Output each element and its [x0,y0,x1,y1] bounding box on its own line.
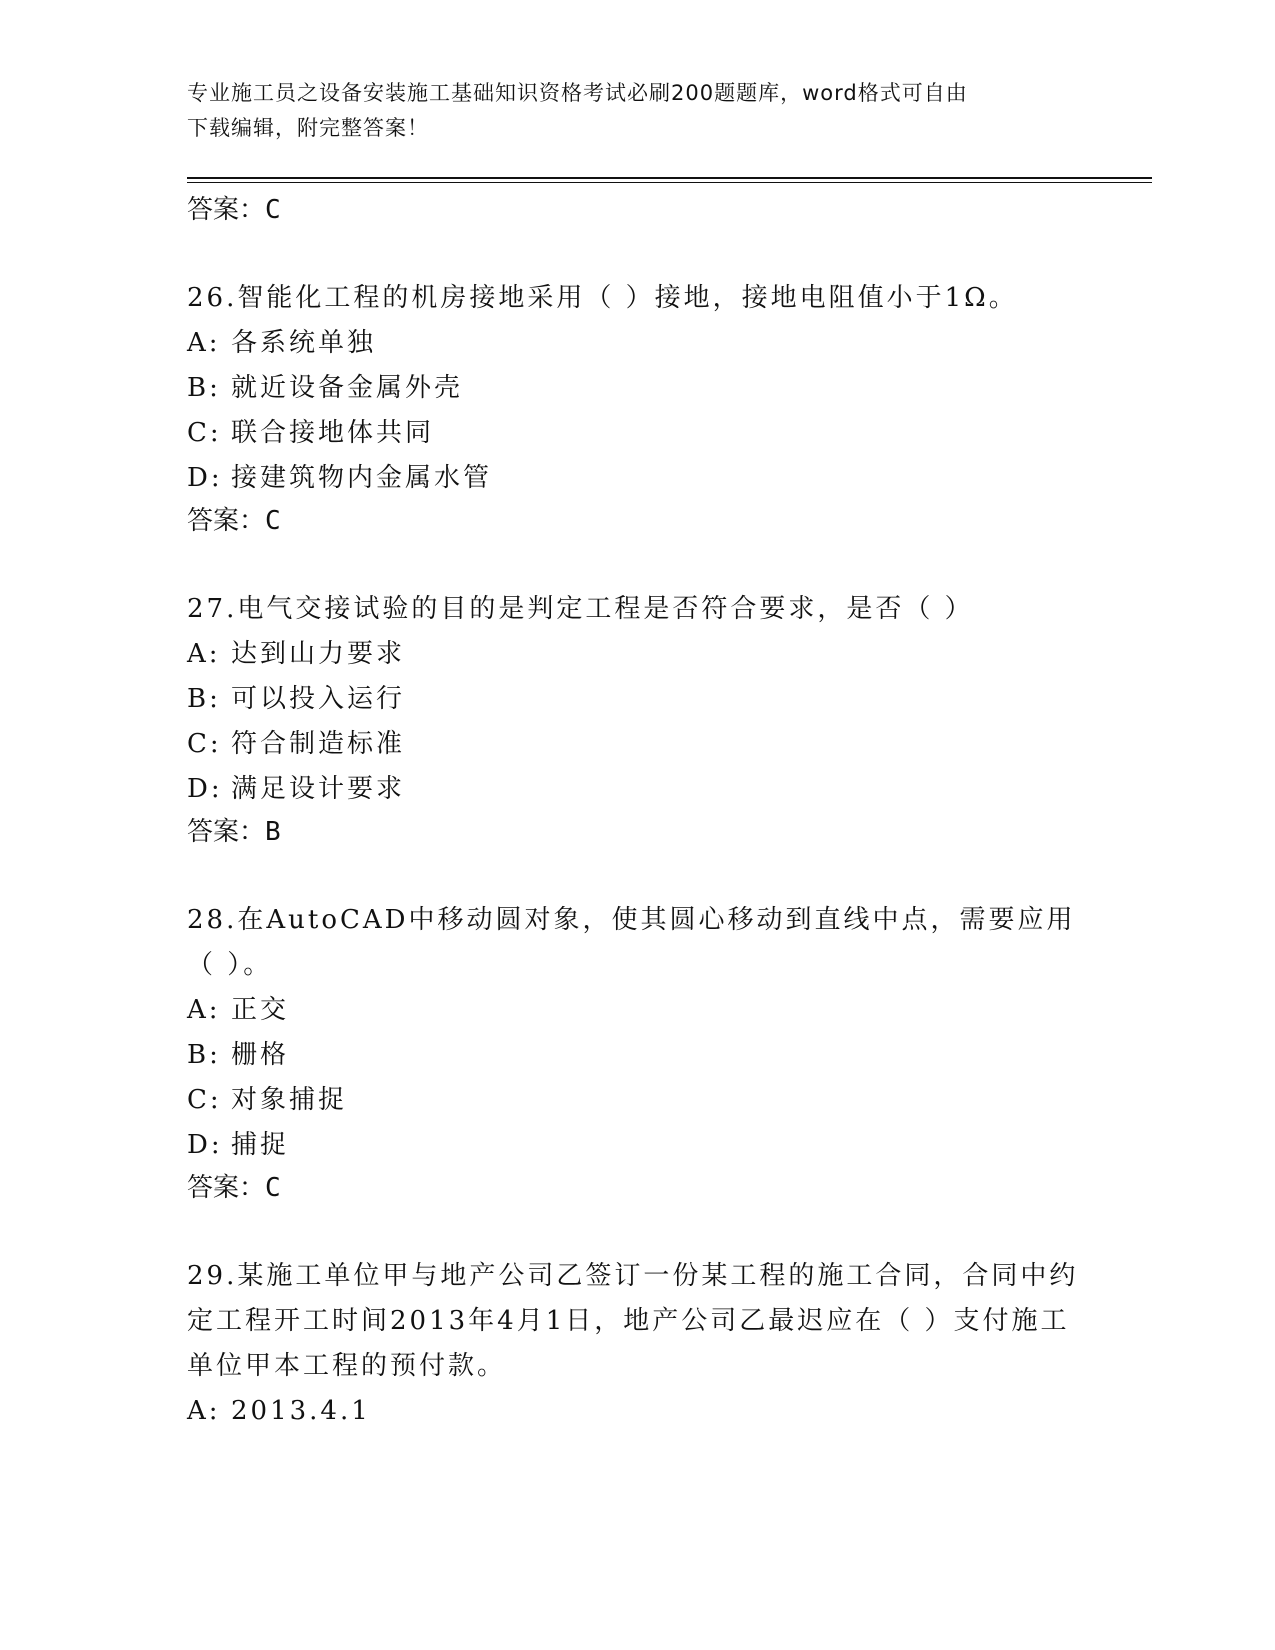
question-stem: 27.电气交接试验的目的是判定工程是否符合要求，是否（ ） [187,594,974,624]
option-text: 满足设计要求 [231,774,406,804]
option-text: 栅格 [231,1040,290,1070]
answer-label: 答案： [187,506,266,536]
question-stem: 26.智能化工程的机房接地采用（ ）接地，接地电阻值小于1Ω。 [187,283,1018,313]
option-letter: A: [187,1396,221,1426]
option-text: 正交 [231,995,290,1025]
option-text: 联合接地体共同 [231,418,435,448]
answer-line [187,190,1087,230]
question-stem: 28.在AutoCAD中移动圆对象，使其圆心移动到直线中点，需要应用（ ）。 [187,905,1076,980]
option-d [187,767,1087,812]
option-a [187,321,1087,366]
option-c [187,1078,1087,1123]
answer-label: 答案： [187,195,266,225]
option-letter: B: [187,373,221,403]
option-letter: C: [187,418,222,448]
option-letter: D: [187,1130,223,1160]
question-26 [187,276,1087,541]
question-29 [187,1254,1087,1434]
option-text: 捕捉 [231,1130,290,1160]
header-divider-thin [187,182,1152,183]
option-text: 就近设备金属外壳 [231,373,464,403]
option-text: 各系统单独 [231,328,377,358]
answer-value: C [265,506,281,536]
option-letter: C: [187,1085,222,1115]
header-line-1: 专业施工员之设备安装施工基础知识资格考试必刷200题题库，word格式可自由 [187,81,968,105]
document-header [187,76,1067,146]
option-letter: D: [187,463,223,493]
option-b [187,677,1087,722]
option-c [187,411,1087,456]
answer-value: C [265,1173,281,1203]
question-list [187,190,1087,1434]
answer-value: B [265,817,281,847]
option-b [187,1033,1087,1078]
option-text: 符合制造标准 [231,729,406,759]
answer-label: 答案： [187,1173,266,1203]
option-letter: A: [187,328,221,358]
option-text: 对象捕捉 [231,1085,348,1115]
question-27 [187,587,1087,852]
answer-line [187,501,1087,541]
option-a [187,632,1087,677]
option-letter: A: [187,639,221,669]
option-b [187,366,1087,411]
option-letter: D: [187,774,223,804]
question-28 [187,898,1087,1208]
answer-value: C [265,195,281,225]
option-d [187,456,1087,501]
option-text: 接建筑物内金属水管 [231,463,493,493]
option-text: 可以投入运行 [231,684,406,714]
option-a [187,988,1087,1033]
option-letter: B: [187,1040,221,1070]
answer-line [187,812,1087,852]
option-c [187,722,1087,767]
header-divider [187,177,1152,179]
answer-line [187,1168,1087,1208]
option-letter: C: [187,729,222,759]
option-letter: A: [187,995,221,1025]
option-d [187,1123,1087,1168]
header-line-2: 下载编辑，附完整答案！ [187,116,429,140]
answer-label: 答案： [187,817,266,847]
question-stem: 29.某施工单位甲与地产公司乙签订一份某工程的施工合同，合同中约定工程开工时间2013年4月1日，地产公司乙最迟应在（ ）支付施工单位甲本工程的预付款。 [187,1261,1079,1381]
option-letter: B: [187,684,221,714]
option-text: 达到山力要求 [231,639,406,669]
option-a [187,1389,1087,1434]
option-text: 2013.4.1 [231,1396,371,1426]
